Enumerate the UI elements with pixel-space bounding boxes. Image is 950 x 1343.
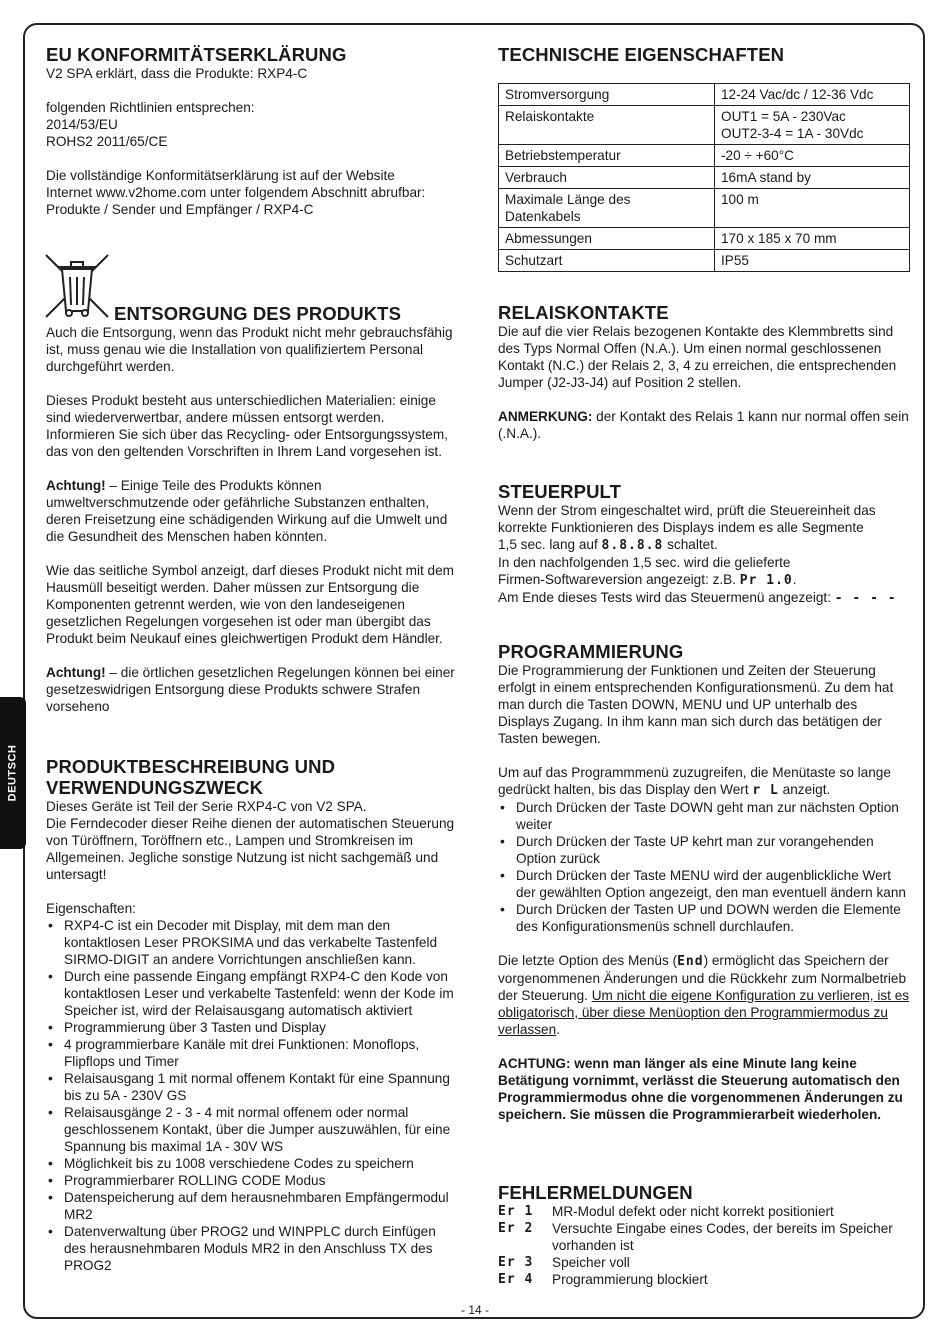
list-item: • Durch Drücken der Taste MENU wird der augenblickliche Wert der gewählten Option angezeigt, den man eventuell ändern kann <box>498 867 910 901</box>
list-item: • Durch Drücken der Tasten UP und DOWN werden die Elemente des Konfigurationsmenüs schnell durchlaufen. <box>498 901 910 935</box>
relays-paragraph: Die auf die vier Relais bezogenen Kontakte des Klemmbretts sind des Typs Normal Offen (N.A.). Um einen normal geschlossenen Kontakt (N.C.) der Relais 2, 3, 4 zu erreichen, die entsprechenden Jumper (J2-J3-J4) auf Position 2 stellen. <box>498 324 897 390</box>
programming-title: PROGRAMMIERUNG <box>498 641 684 662</box>
cell-line: OUT2-3-4 = 1A - 30Vdc <box>721 126 864 141</box>
disposal-warning <box>46 477 456 545</box>
list-item: • Programmierbarer ROLLING CODE Modus <box>46 1172 456 1189</box>
list-item: • Datenspeicherung auf dem herausnehmbaren Empfängermodul MR2 <box>46 1189 456 1223</box>
error-code: Er 4 <box>498 1272 534 1287</box>
note-text: der Kontakt des Relais 1 kann nur normal offen sein (.N.A.). <box>498 409 909 441</box>
table-row <box>499 228 910 250</box>
table-cell: IP55 <box>715 250 910 272</box>
conformity-line: 2014/53/EU <box>46 117 118 132</box>
text: Firmen-Softwareversion angezeigt: z.B. <box>498 572 740 587</box>
error-code: Er 1 <box>498 1204 534 1219</box>
warning-label: Achtung! <box>46 665 106 680</box>
error-row <box>498 1220 910 1254</box>
table-cell <box>715 106 910 145</box>
text: . <box>792 572 797 587</box>
panel-line <box>498 571 910 589</box>
table-cell: 170 x 185 x 70 mm <box>715 228 910 250</box>
list-item: • Relaisausgang 1 mit normal offenem Kontakt für eine Spannung bis zu 5A - 230V GS <box>46 1070 456 1104</box>
description-title: VERWENDUNGSZWECK <box>46 777 264 798</box>
conformity-line: V2 SPA erklärt, dass die Produkte: RXP4-C <box>46 66 308 81</box>
text: Um auf das Programmmenü zuzugreifen, die Menütaste so lange gedrückt halten, bis das Display den Wert <box>498 765 891 797</box>
table-cell: Relaiskontakte <box>499 106 715 145</box>
disposal-section <box>46 303 456 715</box>
panel-section <box>498 481 910 607</box>
table-cell: Abmessungen <box>499 228 715 250</box>
relays-note <box>498 408 910 442</box>
note-label: ANMERKUNG: <box>498 409 593 424</box>
panel-line: Wenn der Strom eingeschaltet wird, prüft die Steuereinheit das <box>498 503 876 518</box>
warning-text: – die örtlichen gesetzlichen Regelungen können bei einer gesetzeswidrigen Entsorgung diese Produkts schwere Strafen vorseheno <box>46 665 455 714</box>
description-paragraph: Dieses Geräte ist Teil der Serie RXP4-C von V2 SPA. <box>46 799 367 814</box>
display-readout: 8.8.8.8 <box>601 538 664 553</box>
error-row <box>498 1271 910 1288</box>
description-section <box>46 756 456 1274</box>
errors-title: FEHLERMELDUNGEN <box>498 1182 693 1203</box>
disposal-warning <box>46 664 456 715</box>
table-row <box>499 250 910 272</box>
table-cell: Maximale Länge des Datenkabels <box>499 189 715 228</box>
table-row <box>499 167 910 189</box>
features-label: Eigenschaften: <box>46 901 136 916</box>
error-code: Er 2 <box>498 1221 534 1236</box>
list-item: • Datenverwaltung über PROG2 und WINPPLC durch Einfügen des herausnehmbaren Moduls MR2 in den Anschluss TX des PROG2 <box>46 1223 456 1274</box>
text: Die letzte Option des Menüs ( <box>498 953 678 968</box>
table-cell: Stromversorgung <box>499 84 715 106</box>
programming-list <box>498 799 910 935</box>
list-item: • Programmierung über 3 Tasten und Display <box>46 1019 456 1036</box>
relays-title: RELAISKONTAKTE <box>498 302 669 323</box>
language-tab <box>0 697 26 849</box>
table-cell: 12-24 Vac/dc / 12-36 Vdc <box>715 84 910 106</box>
disposal-paragraph: Dieses Produkt besteht aus unterschiedlichen Materialien: einige sind wiederverwertbar, andere müssen entsorgt werden. Informieren Sie sich über das Recycling- oder Entsorgungssystem, das von den geltenden Vorschriften in Ihrem Land vorgesehen ist. <box>46 393 448 459</box>
error-row <box>498 1203 910 1220</box>
panel-line: In den nachfolgenden 1,5 sec. wird die gelieferte <box>498 555 791 570</box>
list-item: • Relaisausgänge 2 - 3 - 4 mit normal offenem oder normal geschlossenem Kontakt, über die Jumper auszuwählen, für eine Spannung bis maximal 1A - 30V WS <box>46 1104 456 1155</box>
table-cell: Betriebstemperatur <box>499 145 715 167</box>
display-readout: Pr 1.0 <box>739 573 793 588</box>
text: . <box>556 1022 560 1037</box>
text: anzeigt. <box>778 782 831 797</box>
table-cell: -20 ÷ +60°C <box>715 145 910 167</box>
error-text: Versuchte Eingabe eines Codes, der bereits im Speicher vorhanden ist <box>552 1221 893 1253</box>
programming-paragraph: Die Programmierung der Funktionen und Zeiten der Steuerung erfolgt in einem entsprechenden Konfigurationsmenü. Zu dem hat man durch die Tasten DOWN, MENU und UP unterhalb des Displays Zugang. In ihm kann man sich durch das betätigen der Tasten bewegen. <box>498 663 894 746</box>
underlined-text: Um nicht die eigene Konfiguration zu verlieren, ist es obligatorisch, über diese Menüoption den Programmiermodus zu verlassen <box>498 988 910 1037</box>
panel-title: STEUERPULT <box>498 481 621 502</box>
panel-line <box>498 589 910 607</box>
table-row <box>499 106 910 145</box>
programming-section <box>498 641 910 1123</box>
list-item: • RXP4-C ist ein Decoder mit Display, mit dem man den kontaktlosen Leser PROKSIMA und das verkabelte Tastenfeld SIRMO-DIGIT an andere Vorrichtungen anschließen kann. <box>46 917 456 968</box>
text: ) ermöglicht das Speichern der vorgenommenen Änderungen und die Rückkehr zum Normalbetrieb der Steuerung. <box>498 953 907 1003</box>
display-readout: r L <box>752 783 779 798</box>
table-row <box>499 189 910 228</box>
display-readout: - - - - <box>834 591 897 606</box>
relays-section <box>498 302 910 442</box>
list-item: • Durch Drücken der Taste DOWN geht man zur nächsten Option weiter <box>498 799 910 833</box>
technical-table <box>498 83 910 272</box>
programming-warning: ACHTUNG: wenn man länger als eine Minute lang keine Betätigung vornimmt, verlässt die Steuerung automatisch den Programmiermodus ohne die vorgenommenen Änderungen zu speichern. Sie müssen die Programmierarbeit wiederholen. <box>498 1056 903 1122</box>
conformity-line: folgenden Richtlinien entsprechen: <box>46 100 255 115</box>
list-item: • Durch Drücken der Taste UP kehrt man zur vorangehenden Option zurück <box>498 833 910 867</box>
disposal-paragraph: Wie das seitliche Symbol anzeigt, darf dieses Produkt nicht mit dem Hausmüll beseitigt werden. Daher müssen zur Entsorgung die Komponenten getrennt werden, wie von den landeseigenen gesetzlichen Regelungen vorgesehen ist oder man übergibt das Produkt beim Neukauf eines gleichwertigen Produkt dem Händler. <box>46 563 454 646</box>
technical-title: TECHNISCHE EIGENSCHAFTEN <box>498 44 785 65</box>
conformity-line: Internet www.v2home.com unter folgendem Abschnitt abrufbar: <box>46 185 426 200</box>
error-row <box>498 1254 910 1271</box>
table-cell: 100 m <box>715 189 910 228</box>
error-text: MR-Modul defekt oder nicht korrekt positioniert <box>552 1204 834 1219</box>
table-cell: 16mA stand by <box>715 167 910 189</box>
features-list <box>46 917 456 1274</box>
conformity-line: Die vollständige Konformitätserklärung ist auf der Website <box>46 168 395 183</box>
disposal-title: ENTSORGUNG DES PRODUKTS <box>114 303 402 324</box>
text: schaltet. <box>663 537 718 552</box>
table-row <box>499 84 910 106</box>
error-text: Speicher voll <box>552 1255 630 1270</box>
language-tab-label: DEUTSCH <box>6 744 19 802</box>
error-text: Programmierung blockiert <box>552 1272 708 1287</box>
errors-section <box>498 1182 910 1288</box>
disposal-paragraph: Auch die Entsorgung, wenn das Produkt nicht mehr gebrauchsfähig ist, muss genau wie die Installation von qualifiziertem Personal durchgeführt werden. <box>46 325 453 374</box>
conformity-line: Produkte / Sender und Empfänger / RXP4-C <box>46 202 314 217</box>
text: 1,5 sec. lang auf <box>498 537 602 552</box>
page-number: - 14 - <box>460 1303 489 1317</box>
text: Am Ende dieses Tests wird das Steuermenü angezeigt: <box>498 590 835 605</box>
panel-line <box>498 536 910 554</box>
table-row <box>499 145 910 167</box>
panel-line: korrekte Funktionieren des Displays indem es alle Segmente <box>498 520 864 535</box>
list-item: • Durch eine passende Eingang empfängt RXP4-C den Kode von kontaktlosen Leser und verkabelte Tastenfeld: wenn der Kode im Speicher ist, wird der Relaisausgang automatisch aktiviert <box>46 968 456 1019</box>
cell-line: OUT1 = 5A - 230Vac <box>721 109 846 124</box>
error-code: Er 3 <box>498 1255 534 1270</box>
list-item: • Möglichkeit bis zu 1008 verschiedene Codes zu speichern <box>46 1155 456 1172</box>
table-cell: Schutzart <box>499 250 715 272</box>
list-item: • 4 programmierbare Kanäle mit drei Funktionen: Monoflops, Flipflops und Timer <box>46 1036 456 1070</box>
conformity-title: EU KONFORMITÄTSERKLÄRUNG <box>46 44 347 65</box>
programming-paragraph <box>498 764 910 799</box>
conformity-line: ROHS2 2011/65/CE <box>46 134 168 149</box>
technical-section <box>498 44 910 272</box>
table-cell: Verbrauch <box>499 167 715 189</box>
description-title: PRODUKTBESCHREIBUNG UND <box>46 756 336 777</box>
warning-label: Achtung! <box>46 478 106 493</box>
description-paragraph: Die Ferndecoder dieser Reihe dienen der automatischen Steuerung von Türöffnern, Toröffnern etc., Lampen und Stromkreisen im Allgemeinen. Jegliche sonstige Nutzung ist nicht sachgemäß und untersagt! <box>46 816 455 882</box>
warning-text: – Einige Teile des Produkts können umweltverschmutzende oder gefährliche Substanzen enthalten, deren Freisetzung eine schädigenden Wirkung auf die Umwelt und die Gesundheit des Menschen haben könnten. <box>46 478 448 544</box>
programming-paragraph <box>498 952 910 1038</box>
conformity-section <box>46 44 466 218</box>
display-readout: End <box>677 954 704 969</box>
